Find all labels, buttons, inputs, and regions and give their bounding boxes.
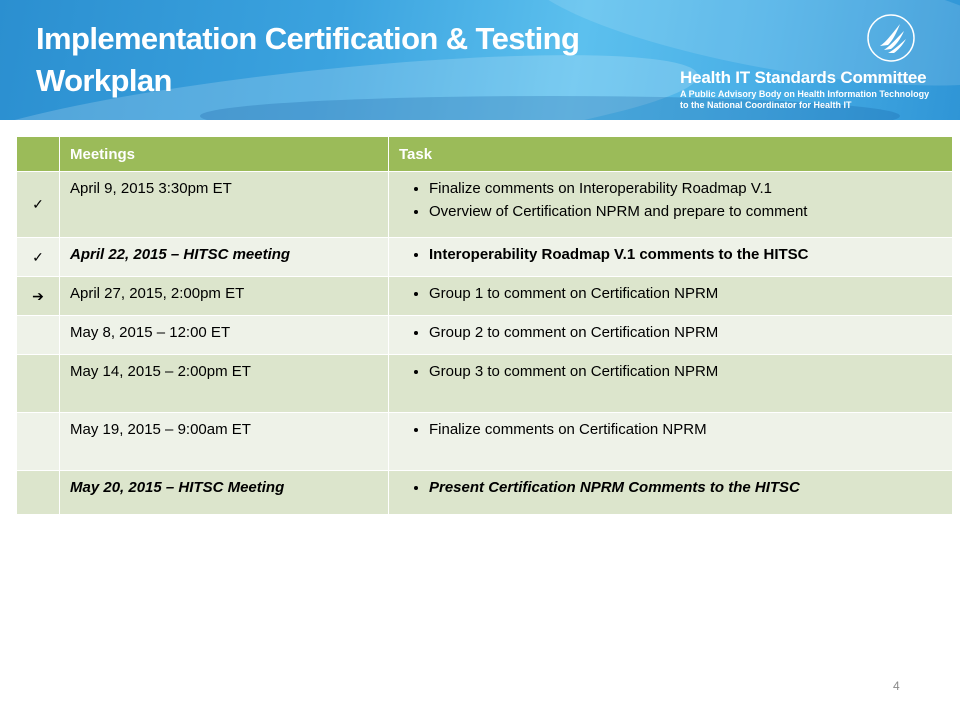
- task-cell: [389, 238, 953, 277]
- org-subtitle: [680, 89, 929, 111]
- slide-title-line-1: Implementation Certification & Testing: [36, 21, 580, 56]
- org-subtitle-line-1: A Public Advisory Body on Health Information Technology: [680, 89, 930, 99]
- table-header-row: [17, 137, 953, 172]
- status-cell: [17, 277, 60, 316]
- column-header-meetings: [60, 137, 389, 172]
- task-cell: [389, 355, 953, 413]
- status-cell: [17, 355, 60, 413]
- meeting-text: May 19, 2015 – 9:00am ET: [70, 421, 251, 438]
- column-header-task-label: Task: [399, 145, 433, 163]
- arrow-right-icon: ➔: [32, 287, 44, 304]
- status-cell: [17, 238, 60, 277]
- task-cell: [389, 277, 953, 316]
- task-item: • Overview of Certification NPRM and prepare to comment: [429, 203, 944, 220]
- task-cell: [389, 172, 953, 238]
- meeting-text: May 14, 2015 – 2:00pm ET: [70, 363, 251, 380]
- meeting-cell: [60, 413, 389, 471]
- meeting-text: April 22, 2015 – HITSC meeting: [70, 246, 291, 263]
- header-banner: [0, 0, 960, 120]
- status-cell: [17, 172, 60, 238]
- workplan-table: [16, 136, 953, 515]
- meeting-cell: [60, 172, 389, 238]
- column-header-meetings-label: Meetings: [70, 145, 136, 163]
- status-cell: [17, 471, 60, 515]
- task-item: • Interoperability Roadmap V.1 comments to the HITSC: [429, 246, 944, 263]
- meeting-text: April 27, 2015, 2:00pm ET: [70, 285, 245, 302]
- meeting-text: May 8, 2015 – 12:00 ET: [70, 324, 231, 341]
- meeting-cell: [60, 277, 389, 316]
- task-item: • Group 1 to comment on Certification NPRM: [429, 285, 944, 302]
- hhs-eagle-icon: [866, 12, 916, 64]
- page-number: 4: [893, 679, 900, 693]
- task-item: • Group 3 to comment on Certification NPRM: [429, 363, 944, 380]
- task-cell: [389, 471, 953, 515]
- checkmark-icon: ✓: [32, 248, 44, 265]
- org-subtitle-line-2: to the National Coordinator for Health IT: [680, 100, 852, 110]
- task-item: • Finalize comments on Certification NPRM: [429, 421, 944, 438]
- table-row: [17, 355, 953, 413]
- table-row: [17, 172, 953, 238]
- column-header-status: [17, 137, 60, 172]
- meeting-cell: [60, 238, 389, 277]
- meeting-text: April 9, 2015 3:30pm ET: [70, 180, 232, 197]
- meeting-text: May 20, 2015 – HITSC Meeting: [70, 479, 285, 496]
- slide-title-line-2: Workplan: [36, 63, 172, 98]
- task-item: • Present Certification NPRM Comments to the HITSC: [429, 479, 944, 496]
- meeting-cell: [60, 316, 389, 355]
- table-row: [17, 277, 953, 316]
- task-item: • Finalize comments on Interoperability Roadmap V.1: [429, 180, 944, 197]
- task-cell: [389, 413, 953, 471]
- checkmark-icon: ✓: [32, 196, 44, 212]
- table-row: [17, 316, 953, 355]
- table-row: [17, 413, 953, 471]
- column-header-task: [389, 137, 953, 172]
- status-cell: [17, 413, 60, 471]
- meeting-cell: [60, 471, 389, 515]
- slide-title: [36, 18, 579, 102]
- status-cell: [17, 316, 60, 355]
- org-name: Health IT Standards Committee: [680, 68, 927, 87]
- table-row: [17, 238, 953, 277]
- table-row: [17, 471, 953, 515]
- meeting-cell: [60, 355, 389, 413]
- task-item: • Group 2 to comment on Certification NPRM: [429, 324, 944, 341]
- task-cell: [389, 316, 953, 355]
